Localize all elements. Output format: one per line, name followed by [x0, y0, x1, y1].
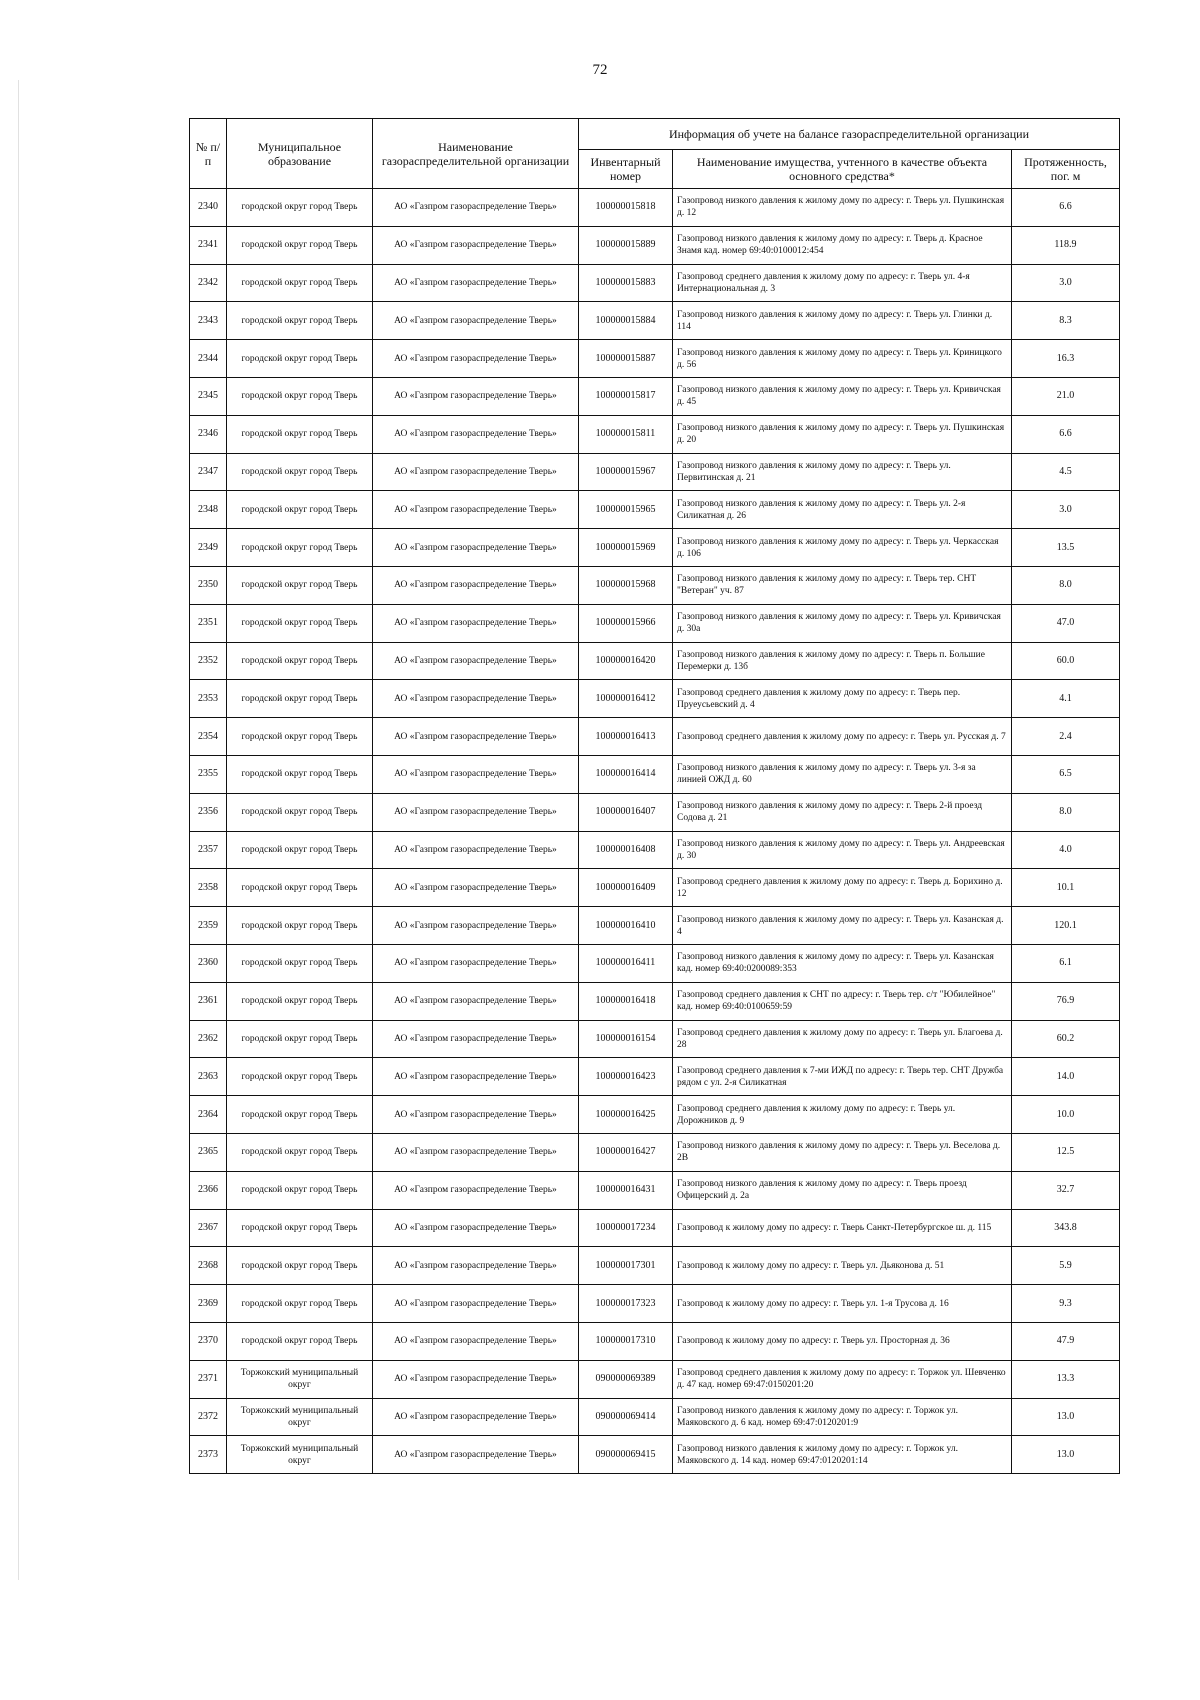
row-organization: АО «Газпром газораспределение Тверь»: [373, 226, 579, 264]
row-asset-name: Газопровод к жилому дому по адресу: г. Тверь ул. Просторная д. 36: [673, 1322, 1012, 1360]
row-length: 6.6: [1012, 189, 1120, 227]
row-asset-name: Газопровод низкого давления к жилому дому по адресу: г. Тверь проезд Офицерский д. 2а: [673, 1171, 1012, 1209]
row-organization: АО «Газпром газораспределение Тверь»: [373, 529, 579, 567]
row-asset-name: Газопровод низкого давления к жилому дому по адресу: г. Тверь ул. Андреевская д. 30: [673, 831, 1012, 869]
table-row: [190, 302, 1120, 340]
row-inventory-number: 100000015883: [579, 264, 673, 302]
row-municipality: городской округ город Тверь: [227, 1209, 373, 1247]
row-number: 2363: [190, 1058, 227, 1096]
row-organization: АО «Газпром газораспределение Тверь»: [373, 1398, 579, 1436]
row-inventory-number: 100000016410: [579, 907, 673, 945]
row-inventory-number: 100000016408: [579, 831, 673, 869]
row-inventory-number: 100000017310: [579, 1322, 673, 1360]
row-number: 2346: [190, 415, 227, 453]
row-organization: АО «Газпром газораспределение Тверь»: [373, 869, 579, 907]
row-inventory-number: 100000016427: [579, 1133, 673, 1171]
header-inventory: Инвентарный номер: [579, 150, 673, 189]
row-municipality: городской округ город Тверь: [227, 264, 373, 302]
row-organization: АО «Газпром газораспределение Тверь»: [373, 1322, 579, 1360]
row-asset-name: Газопровод низкого давления к жилому дому по адресу: г. Тверь п. Большие Перемерки д. 13б: [673, 642, 1012, 680]
row-municipality: городской округ город Тверь: [227, 1096, 373, 1134]
row-inventory-number: 100000017301: [579, 1247, 673, 1285]
row-municipality: городской округ город Тверь: [227, 453, 373, 491]
header-balance-group: Информация об учете на балансе газораспределительной организации: [579, 119, 1120, 150]
row-organization: АО «Газпром газораспределение Тверь»: [373, 566, 579, 604]
table-row: [190, 1360, 1120, 1398]
row-length: 4.1: [1012, 680, 1120, 718]
row-length: 13.0: [1012, 1398, 1120, 1436]
row-length: 16.3: [1012, 340, 1120, 378]
row-inventory-number: 100000016420: [579, 642, 673, 680]
header-org: Наименование газораспределительной организации: [373, 119, 579, 189]
row-number: 2347: [190, 453, 227, 491]
row-municipality: городской округ город Тверь: [227, 869, 373, 907]
row-inventory-number: 100000016425: [579, 1096, 673, 1134]
row-asset-name: Газопровод среднего давления к жилому дому по адресу: г. Тверь д. Борихино д. 12: [673, 869, 1012, 907]
row-municipality: городской округ город Тверь: [227, 982, 373, 1020]
row-length: 14.0: [1012, 1058, 1120, 1096]
row-municipality: городской округ город Тверь: [227, 415, 373, 453]
table-row: [190, 1436, 1120, 1474]
row-organization: АО «Газпром газораспределение Тверь»: [373, 1209, 579, 1247]
row-organization: АО «Газпром газораспределение Тверь»: [373, 302, 579, 340]
table-row: [190, 1020, 1120, 1058]
row-asset-name: Газопровод низкого давления к жилому дому по адресу: г. Тверь 2-й проезд Содова д. 21: [673, 793, 1012, 831]
row-municipality: Торжокский муниципальный округ: [227, 1436, 373, 1474]
row-inventory-number: 100000015884: [579, 302, 673, 340]
row-length: 12.5: [1012, 1133, 1120, 1171]
row-length: 4.5: [1012, 453, 1120, 491]
row-asset-name: Газопровод к жилому дому по адресу: г. Тверь Санкт-Петербургское ш. д. 115: [673, 1209, 1012, 1247]
row-length: 13.0: [1012, 1436, 1120, 1474]
row-length: 13.3: [1012, 1360, 1120, 1398]
row-organization: АО «Газпром газораспределение Тверь»: [373, 415, 579, 453]
assets-table: [189, 118, 1120, 1474]
row-municipality: городской округ город Тверь: [227, 680, 373, 718]
row-organization: АО «Газпром газораспределение Тверь»: [373, 189, 579, 227]
row-organization: АО «Газпром газораспределение Тверь»: [373, 264, 579, 302]
row-inventory-number: 100000015967: [579, 453, 673, 491]
row-organization: АО «Газпром газораспределение Тверь»: [373, 1096, 579, 1134]
table-row: [190, 264, 1120, 302]
table-row: [190, 793, 1120, 831]
row-organization: АО «Газпром газораспределение Тверь»: [373, 982, 579, 1020]
row-length: 3.0: [1012, 491, 1120, 529]
row-length: 4.0: [1012, 831, 1120, 869]
row-number: 2362: [190, 1020, 227, 1058]
row-asset-name: Газопровод низкого давления к жилому дому по адресу: г. Тверь ул. Кривичская д. 30а: [673, 604, 1012, 642]
row-organization: АО «Газпром газораспределение Тверь»: [373, 642, 579, 680]
table-row: [190, 642, 1120, 680]
row-inventory-number: 100000016407: [579, 793, 673, 831]
row-length: 76.9: [1012, 982, 1120, 1020]
row-inventory-number: 100000015966: [579, 604, 673, 642]
row-organization: АО «Газпром газораспределение Тверь»: [373, 718, 579, 756]
row-length: 2.4: [1012, 718, 1120, 756]
row-number: 2368: [190, 1247, 227, 1285]
row-number: 2365: [190, 1133, 227, 1171]
row-number: 2341: [190, 226, 227, 264]
row-municipality: Торжокский муниципальный округ: [227, 1360, 373, 1398]
row-number: 2370: [190, 1322, 227, 1360]
row-number: 2369: [190, 1285, 227, 1323]
table-row: [190, 680, 1120, 718]
header-asset: Наименование имущества, учтенного в качестве объекта основного средства*: [673, 150, 1012, 189]
row-organization: АО «Газпром газораспределение Тверь»: [373, 1247, 579, 1285]
row-inventory-number: 100000015968: [579, 566, 673, 604]
row-asset-name: Газопровод к жилому дому по адресу: г. Тверь ул. Дьяконова д. 51: [673, 1247, 1012, 1285]
row-number: 2351: [190, 604, 227, 642]
row-asset-name: Газопровод низкого давления к жилому дому по адресу: г. Тверь ул. Криницкого д. 56: [673, 340, 1012, 378]
row-organization: АО «Газпром газораспределение Тверь»: [373, 1020, 579, 1058]
row-inventory-number: 100000016413: [579, 718, 673, 756]
row-number: 2342: [190, 264, 227, 302]
table-row: [190, 226, 1120, 264]
row-municipality: городской округ город Тверь: [227, 491, 373, 529]
row-municipality: городской округ город Тверь: [227, 302, 373, 340]
row-inventory-number: 100000015969: [579, 529, 673, 567]
row-organization: АО «Газпром газораспределение Тверь»: [373, 907, 579, 945]
row-inventory-number: 100000016423: [579, 1058, 673, 1096]
row-length: 21.0: [1012, 377, 1120, 415]
row-municipality: городской округ город Тверь: [227, 1322, 373, 1360]
row-asset-name: Газопровод низкого давления к жилому дому по адресу: г. Тверь ул. Глинки д. 114: [673, 302, 1012, 340]
row-organization: АО «Газпром газораспределение Тверь»: [373, 680, 579, 718]
table-row: [190, 1096, 1120, 1134]
row-length: 60.2: [1012, 1020, 1120, 1058]
table-row: [190, 1133, 1120, 1171]
row-asset-name: Газопровод низкого давления к жилому дому по адресу: г. Тверь ул. 3-я за линией ОЖД д. 60: [673, 755, 1012, 793]
row-inventory-number: 100000017323: [579, 1285, 673, 1323]
row-municipality: городской округ город Тверь: [227, 604, 373, 642]
row-length: 343.8: [1012, 1209, 1120, 1247]
row-inventory-number: 100000015818: [579, 189, 673, 227]
table-row: [190, 415, 1120, 453]
row-organization: АО «Газпром газораспределение Тверь»: [373, 377, 579, 415]
row-number: 2358: [190, 869, 227, 907]
row-number: 2352: [190, 642, 227, 680]
table-row: [190, 1322, 1120, 1360]
row-asset-name: Газопровод низкого давления к жилому дому по адресу: г. Тверь ул. Черкасская д. 106: [673, 529, 1012, 567]
row-length: 10.0: [1012, 1096, 1120, 1134]
table-row: [190, 718, 1120, 756]
row-municipality: городской округ город Тверь: [227, 1020, 373, 1058]
row-organization: АО «Газпром газораспределение Тверь»: [373, 1171, 579, 1209]
row-organization: АО «Газпром газораспределение Тверь»: [373, 453, 579, 491]
row-inventory-number: 100000016418: [579, 982, 673, 1020]
row-inventory-number: 100000015965: [579, 491, 673, 529]
row-asset-name: Газопровод среднего давления к жилому дому по адресу: г. Тверь ул. Благоева д. 28: [673, 1020, 1012, 1058]
table-row: [190, 566, 1120, 604]
row-length: 8.0: [1012, 566, 1120, 604]
row-length: 47.9: [1012, 1322, 1120, 1360]
row-organization: АО «Газпром газораспределение Тверь»: [373, 1360, 579, 1398]
row-organization: АО «Газпром газораспределение Тверь»: [373, 755, 579, 793]
row-length: 3.0: [1012, 264, 1120, 302]
row-asset-name: Газопровод низкого давления к жилому дому по адресу: г. Тверь ул. Пушкинская д. 12: [673, 189, 1012, 227]
row-length: 8.3: [1012, 302, 1120, 340]
table-row: [190, 189, 1120, 227]
row-length: 9.3: [1012, 1285, 1120, 1323]
row-municipality: городской округ город Тверь: [227, 566, 373, 604]
row-organization: АО «Газпром газораспределение Тверь»: [373, 491, 579, 529]
row-municipality: Торжокский муниципальный округ: [227, 1398, 373, 1436]
row-municipality: городской округ город Тверь: [227, 642, 373, 680]
row-number: 2364: [190, 1096, 227, 1134]
row-inventory-number: 100000016154: [579, 1020, 673, 1058]
row-number: 2372: [190, 1398, 227, 1436]
row-number: 2353: [190, 680, 227, 718]
row-asset-name: Газопровод среднего давления к жилому дому по адресу: г. Тверь пер. Пруеусьевский д. 4: [673, 680, 1012, 718]
row-organization: АО «Газпром газораспределение Тверь»: [373, 340, 579, 378]
row-length: 10.1: [1012, 869, 1120, 907]
row-organization: АО «Газпром газораспределение Тверь»: [373, 1058, 579, 1096]
row-inventory-number: 100000016414: [579, 755, 673, 793]
row-asset-name: Газопровод низкого давления к жилому дому по адресу: г. Тверь ул. Казанская кад. номер 69:40:0200089:353: [673, 944, 1012, 982]
row-number: 2350: [190, 566, 227, 604]
table-row: [190, 1209, 1120, 1247]
row-municipality: городской округ город Тверь: [227, 1058, 373, 1096]
table-row: [190, 755, 1120, 793]
row-municipality: городской округ город Тверь: [227, 831, 373, 869]
row-inventory-number: 100000015811: [579, 415, 673, 453]
row-number: 2361: [190, 982, 227, 1020]
row-length: 6.5: [1012, 755, 1120, 793]
row-inventory-number: 100000015889: [579, 226, 673, 264]
row-number: 2340: [190, 189, 227, 227]
row-inventory-number: 100000015817: [579, 377, 673, 415]
row-organization: АО «Газпром газораспределение Тверь»: [373, 793, 579, 831]
table-row: [190, 982, 1120, 1020]
row-asset-name: Газопровод низкого давления к жилому дому по адресу: г. Тверь ул. Веселова д. 2В: [673, 1133, 1012, 1171]
row-municipality: городской округ город Тверь: [227, 793, 373, 831]
row-inventory-number: 100000016411: [579, 944, 673, 982]
row-number: 2373: [190, 1436, 227, 1474]
row-municipality: городской округ город Тверь: [227, 1285, 373, 1323]
row-municipality: городской округ город Тверь: [227, 718, 373, 756]
page-number: 72: [592, 62, 608, 78]
row-length: 6.6: [1012, 415, 1120, 453]
row-asset-name: Газопровод низкого давления к жилому дому по адресу: г. Тверь ул. 2-я Силикатная д. 26: [673, 491, 1012, 529]
row-number: 2349: [190, 529, 227, 567]
row-asset-name: Газопровод низкого давления к жилому дому по адресу: г. Тверь тер. СНТ "Ветеран" уч. 87: [673, 566, 1012, 604]
row-municipality: городской округ город Тверь: [227, 944, 373, 982]
row-municipality: городской округ город Тверь: [227, 226, 373, 264]
row-inventory-number: 100000016412: [579, 680, 673, 718]
table-row: [190, 1247, 1120, 1285]
row-inventory-number: 100000015887: [579, 340, 673, 378]
row-length: 60.0: [1012, 642, 1120, 680]
table-row: [190, 944, 1120, 982]
row-number: 2345: [190, 377, 227, 415]
row-number: 2357: [190, 831, 227, 869]
row-municipality: городской округ город Тверь: [227, 907, 373, 945]
row-asset-name: Газопровод низкого давления к жилому дому по адресу: г. Тверь д. Красное Знамя кад. номер 69:40:0100012:454: [673, 226, 1012, 264]
table-row: [190, 453, 1120, 491]
row-asset-name: Газопровод низкого давления к жилому дому по адресу: г. Тверь ул. Казанская д. 4: [673, 907, 1012, 945]
table-row: [190, 604, 1120, 642]
table-row: [190, 869, 1120, 907]
table-row: [190, 1398, 1120, 1436]
row-organization: АО «Газпром газораспределение Тверь»: [373, 831, 579, 869]
row-asset-name: Газопровод среднего давления к СНТ по адресу: г. Тверь тер. с/т "Юбилейное" кад. номер 69:40:0100659:59: [673, 982, 1012, 1020]
row-organization: АО «Газпром газораспределение Тверь»: [373, 944, 579, 982]
row-length: 8.0: [1012, 793, 1120, 831]
row-municipality: городской округ город Тверь: [227, 340, 373, 378]
row-inventory-number: 090000069414: [579, 1398, 673, 1436]
row-municipality: городской округ город Тверь: [227, 529, 373, 567]
row-asset-name: Газопровод среднего давления к 7-ми ИЖД по адресу: г. Тверь тер. СНТ Дружба рядом с ул. 2-я Силикатная: [673, 1058, 1012, 1096]
row-inventory-number: 090000069415: [579, 1436, 673, 1474]
row-number: 2344: [190, 340, 227, 378]
row-organization: АО «Газпром газораспределение Тверь»: [373, 1436, 579, 1474]
row-organization: АО «Газпром газораспределение Тверь»: [373, 1133, 579, 1171]
row-municipality: городской округ город Тверь: [227, 1171, 373, 1209]
row-number: 2371: [190, 1360, 227, 1398]
header-num: № п/п: [190, 119, 227, 189]
row-asset-name: Газопровод низкого давления к жилому дому по адресу: г. Торжок ул. Маяковского д. 6 кад. номер 69:47:0120201:9: [673, 1398, 1012, 1436]
scan-edge-line: [18, 80, 19, 1580]
row-number: 2348: [190, 491, 227, 529]
row-municipality: городской округ город Тверь: [227, 755, 373, 793]
row-municipality: городской округ город Тверь: [227, 377, 373, 415]
table-row: [190, 377, 1120, 415]
table-body: [190, 189, 1120, 1474]
row-length: 47.0: [1012, 604, 1120, 642]
row-inventory-number: 100000016431: [579, 1171, 673, 1209]
row-inventory-number: 090000069389: [579, 1360, 673, 1398]
row-asset-name: Газопровод низкого давления к жилому дому по адресу: г. Тверь ул. Первитинская д. 21: [673, 453, 1012, 491]
row-asset-name: Газопровод низкого давления к жилому дому по адресу: г. Тверь ул. Кривичская д. 45: [673, 377, 1012, 415]
row-length: 13.5: [1012, 529, 1120, 567]
table-row: [190, 831, 1120, 869]
row-length: 6.1: [1012, 944, 1120, 982]
row-inventory-number: 100000017234: [579, 1209, 673, 1247]
table-row: [190, 529, 1120, 567]
row-municipality: городской округ город Тверь: [227, 1133, 373, 1171]
table-row: [190, 1285, 1120, 1323]
table-row: [190, 1171, 1120, 1209]
table-row: [190, 1058, 1120, 1096]
row-length: 5.9: [1012, 1247, 1120, 1285]
row-length: 118.9: [1012, 226, 1120, 264]
row-asset-name: Газопровод среднего давления к жилому дому по адресу: г. Тверь ул. Русская д. 7: [673, 718, 1012, 756]
row-organization: АО «Газпром газораспределение Тверь»: [373, 604, 579, 642]
row-number: 2367: [190, 1209, 227, 1247]
row-asset-name: Газопровод среднего давления к жилому дому по адресу: г. Торжок ул. Шевченко д. 47 кад. номер 69:47:0150201:20: [673, 1360, 1012, 1398]
row-asset-name: Газопровод низкого давления к жилому дому по адресу: г. Тверь ул. Пушкинская д. 20: [673, 415, 1012, 453]
table-row: [190, 491, 1120, 529]
table-row: [190, 340, 1120, 378]
row-number: 2359: [190, 907, 227, 945]
row-asset-name: Газопровод среднего давления к жилому дому по адресу: г. Тверь ул. Дорожников д. 9: [673, 1096, 1012, 1134]
row-municipality: городской округ город Тверь: [227, 189, 373, 227]
row-asset-name: Газопровод среднего давления к жилому дому по адресу: г. Тверь ул. 4-я Интернациональная д. 3: [673, 264, 1012, 302]
row-number: 2343: [190, 302, 227, 340]
row-number: 2356: [190, 793, 227, 831]
row-number: 2355: [190, 755, 227, 793]
row-length: 120.1: [1012, 907, 1120, 945]
row-inventory-number: 100000016409: [579, 869, 673, 907]
row-number: 2354: [190, 718, 227, 756]
header-municipality: Муниципальное образование: [227, 119, 373, 189]
table-row: [190, 907, 1120, 945]
row-number: 2360: [190, 944, 227, 982]
row-number: 2366: [190, 1171, 227, 1209]
row-asset-name: Газопровод низкого давления к жилому дому по адресу: г. Торжок ул. Маяковского д. 14 кад. номер 69:47:0120201:14: [673, 1436, 1012, 1474]
row-length: 32.7: [1012, 1171, 1120, 1209]
header-length: Протяженность, пог. м: [1012, 150, 1120, 189]
row-asset-name: Газопровод к жилому дому по адресу: г. Тверь ул. 1-я Трусова д. 16: [673, 1285, 1012, 1323]
row-municipality: городской округ город Тверь: [227, 1247, 373, 1285]
row-organization: АО «Газпром газораспределение Тверь»: [373, 1285, 579, 1323]
